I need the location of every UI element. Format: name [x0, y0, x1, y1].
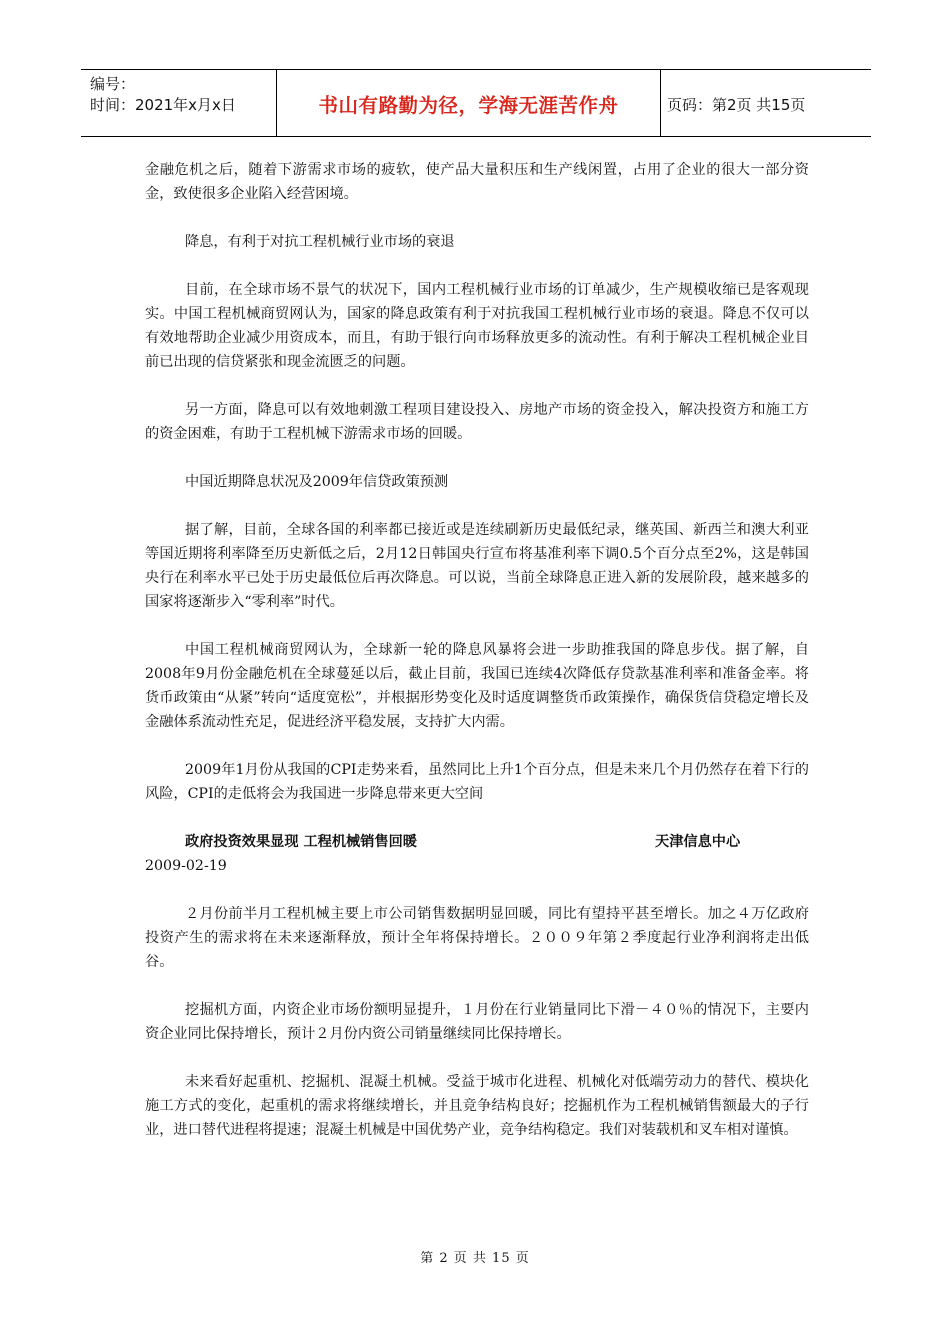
paragraph: 另一方面，降息可以有效地刺激工程项目建设投入、房地产市场的资金投入，解决投资方和施工方的资金困难，有助于工程机械下游需求市场的回暖。 [145, 402, 809, 442]
header-table [81, 69, 871, 137]
date-label: 时间：2021年x月x日 [90, 96, 236, 114]
paragraph: 金融危机之后，随着下游需求市场的疲软，使产品大量积压和生产线闲置，占用了企业的很大一部分资金，致使很多企业陷入经营困境。 [145, 162, 809, 202]
header-motto-cell [277, 70, 661, 136]
paragraph: ２月份前半月工程机械主要上市公司销售数据明显回暖，同比有望持平甚至增长。加之４万亿政府投资产生的需求将在未来逐渐释放，预计全年将保持增长。２００９年第２季度起行业净利润将走出低谷。 [145, 906, 809, 970]
paragraph: 未来看好起重机、挖掘机、混凝土机械。受益于城市化进程、机械化对低端劳动力的替代、模块化施工方式的变化，起重机的需求将继续增长，并且竞争结构良好；挖掘机作为工程机械销售额最大的子行业，进口替代进程将提速；混凝土机械是中国优势产业，竞争结构稳定。我们对装载机和叉车相对谨慎。 [145, 1074, 809, 1138]
header-page-cell [661, 70, 871, 136]
document-body [145, 158, 809, 1166]
page-footer: 第 2 页 共 15 页 [420, 1251, 530, 1266]
article-date: 2009-02-19 [145, 858, 227, 874]
article-source: 天津信息中心 [655, 834, 741, 850]
paragraph: 目前，在全球市场不景气的状况下，国内工程机械行业市场的订单减少，生产规模收缩已是客观现实。中国工程机械商贸网认为，国家的降息政策有利于对抗我国工程机械行业市场的衰退。降息不仅可以有效地帮助企业减少用资成本，而且，有助于银行向市场释放更多的流动性。有利于解决工程机械企业目前已出现的信贷紧张和现金流匮乏的问题。 [145, 282, 809, 370]
paragraph: 2009年1月份从我国的CPI走势来看，虽然同比上升1个百分点，但是未来几个月仍然存在着下行的风险，CPI的走低将会为我国进一步降息带来更大空间 [145, 762, 809, 802]
header-left-cell [81, 70, 277, 136]
section-heading: 中国近期降息状况及2009年信贷政策预测 [185, 474, 449, 490]
paragraph: 挖掘机方面，内资企业市场份额明显提升，１月份在行业销量同比下滑－４０％的情况下，主要内资企业同比保持增长，预计２月份内资公司销量继续同比保持增长。 [145, 1002, 809, 1042]
section-heading: 降息，有利于对抗工程机械行业市场的衰退 [185, 234, 455, 250]
paragraph: 据了解，目前，全球各国的利率都已接近或是连续刷新历史最低纪录，继英国、新西兰和澳大利亚等国近期将利率降至历史新低之后，2月12日韩国央行宣布将基准利率下调0.5个百分点至2%，这是韩国央行在利率水平已处于历史最低位后再次降息。可以说，当前全球降息正进入新的发展阶段，越来越多的国家将逐渐步入“零利率”时代。 [145, 522, 809, 610]
page-info: 页码：第2页 共15页 [667, 96, 806, 114]
serial-label: 编号： [90, 75, 136, 93]
paragraph: 中国工程机械商贸网认为，全球新一轮的降息风暴将会进一步助推我国的降息步伐。据了解，自2008年9月份金融危机在全球蔓延以后，截止目前，我国已连续4次降低存贷款基准利率和准备金率。将货币政策由“从紧”转向“适度宽松”，并根据形势变化及时适度调整货币政策操作，确保货信贷稳定增长及金融体系流动性充足，促进经济平稳发展，支持扩大内需。 [145, 642, 809, 730]
motto: 书山有路勤为径，学海无涯苦作舟 [318, 94, 619, 117]
article-title: 政府投资效果显现 工程机械销售回暖 [185, 834, 417, 850]
article-title-row [145, 830, 809, 854]
